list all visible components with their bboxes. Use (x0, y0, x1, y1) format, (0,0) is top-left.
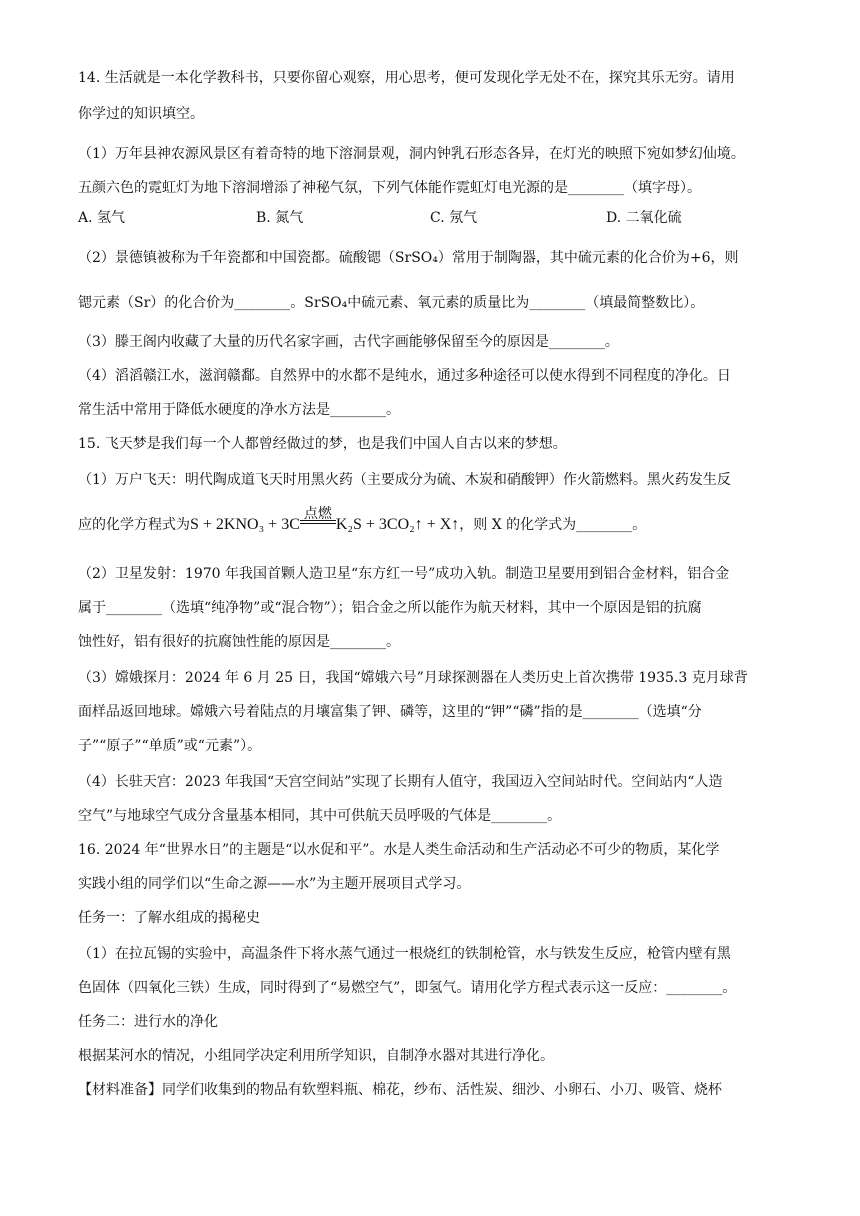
q15-part2-line1: （2）卫星发射：1970 年我国首颗人造卫星“东方红一号”成功入轨。制造卫星要用到铝合金材料，铝合金 (78, 566, 730, 582)
q15-part2-line2: 属于________（选填“纯净物”或“混合物”）；铝合金之所以能作为航天材料，其中一个原因是铝的抗腐 (78, 600, 702, 616)
q15-eq-condition: 点燃 (303, 506, 332, 522)
q15-eq-prefix: 应的化学方程式为 (78, 517, 190, 533)
q16-part3: 【材料准备】同学们收集到的物品有软塑料瓶、棉花，纱布、活性炭、细沙、小卵石、小刀、吸管、烧杯 (78, 1082, 722, 1098)
q16-part1-line1: （1）在拉瓦锡的实验中，高温条件下将水蒸气通过一根烧红的铁制枪管，水与铁发生反应，枪管内壁有黑 (78, 946, 731, 962)
q14-part2-line1: （2）景德镇被称为千年瓷都和中国瓷都。硫酸锶（SrSO₄）常用于制陶器，其中硫元素的化合价为+6，则 (78, 250, 739, 266)
q15-eq-condition-arrow (300, 506, 336, 529)
q14-option-d: D. 二氧化硫 (606, 210, 682, 226)
q15-eq-suffix: ，则 X 的化学式为________。 (459, 517, 647, 533)
q14-part4-line2: 常生活中常用于降低水硬度的净水方法是________。 (78, 402, 400, 418)
q14-part1-line2: 五颜六色的霓虹灯为地下溶洞增添了神秘气氛，下列气体能作霓虹灯电光源的是________（填字母）。 (78, 180, 701, 196)
q15-eq-right: K₂S + 3CO₂↑ + X↑ (335, 516, 460, 533)
q15-part3-line2: 面样品返回地球。嫦娥六号着陆点的月壤富集了钾、磷等，这里的“钾”“磷”指的是________（选填“分 (78, 704, 702, 720)
q16-task1-heading: 任务一：了解水组成的揭秘史 (78, 910, 260, 926)
q15-part1-equation-line (78, 506, 647, 535)
q14-part4-line1: （4）滔滔赣江水，滋润赣鄱。自然界中的水都不是纯水，通过多种途径可以使水得到不同程度的净化。日 (78, 368, 731, 384)
q16-stem-line1: 16. 2024 年“世界水日”的主题是“以水促和平”。水是人类生命活动和生产活动必不可少的物质，某化学 (78, 842, 720, 858)
q14-option-b: B. 氮气 (256, 210, 304, 226)
q14-part1-line1: （1）万年县神农源风景区有着奇特的地下溶洞景观，洞内钟乳石形态各异，在灯光的映照下宛如梦幻仙境。 (78, 146, 745, 162)
q14-stem-line1: 14. 生活就是一本化学教科书，只要你留心观察，用心思考，便可发现化学无处不在，探究其乐无穷。请用 (78, 70, 735, 86)
q14-option-c: C. 氖气 (430, 210, 478, 226)
q15-part4-line2: 空气”与地球空气成分含量基本相同，其中可供航天员呼吸的气体是________。 (78, 808, 562, 824)
q14-part2-line2: 锶元素（Sr）的化合价为________。SrSO₄中硫元素、氧元素的质量比为________（填最简整数比）。 (78, 295, 705, 311)
q15-part3-line1: （3）嫦娥探月：2024 年 6 月 25 日，我国“嫦娥六号”月球探测器在人类历史上首次携带 1935.3 克月球背 (78, 670, 748, 686)
q15-part1-line1: （1）万户飞天：明代陶成道飞天时用黑火药（主要成分为硫、木炭和硝酸钾）作火箭燃料。黑火药发生反 (78, 472, 731, 488)
q15-part4-line1: （4）长驻天宫：2023 年我国“天宫空间站”实现了长期有人值守，我国迈入空间站时代。空间站内“人造 (78, 774, 723, 790)
q16-task2-heading: 任务二：进行水的净化 (78, 1014, 218, 1030)
q15-part3-line3: 子”“原子”“单质”或“元素”）。 (78, 738, 262, 754)
q14-option-a: A. 氢气 (78, 210, 126, 226)
q15-stem: 15. 飞天梦是我们每一个人都曾经做过的梦，也是我们中国人自古以来的梦想。 (78, 436, 567, 452)
q16-part1-line2: 色固体（四氧化三铁）生成，同时得到了“易燃空气”，即氢气。请用化学方程式表示这一反应：________。 (78, 980, 737, 996)
q14-stem-line2: 你学过的知识填空。 (78, 106, 204, 122)
q14-part3: （3）滕王阁内收藏了大量的历代名家字画，古代字画能够保留至今的原因是________。 (78, 334, 619, 350)
q16-part2: 根据某河水的情况，小组同学决定利用所学知识，自制净水器对其进行净化。 (78, 1048, 554, 1064)
q15-part2-line3: 蚀性好，铝有很好的抗腐蚀性能的原因是________。 (78, 634, 400, 650)
q16-stem-line2: 实践小组的同学们以“生命之源——水”为主题开展项目式学习。 (78, 876, 471, 892)
q15-eq-left: S + 2KNO₃ + 3C (190, 516, 300, 533)
